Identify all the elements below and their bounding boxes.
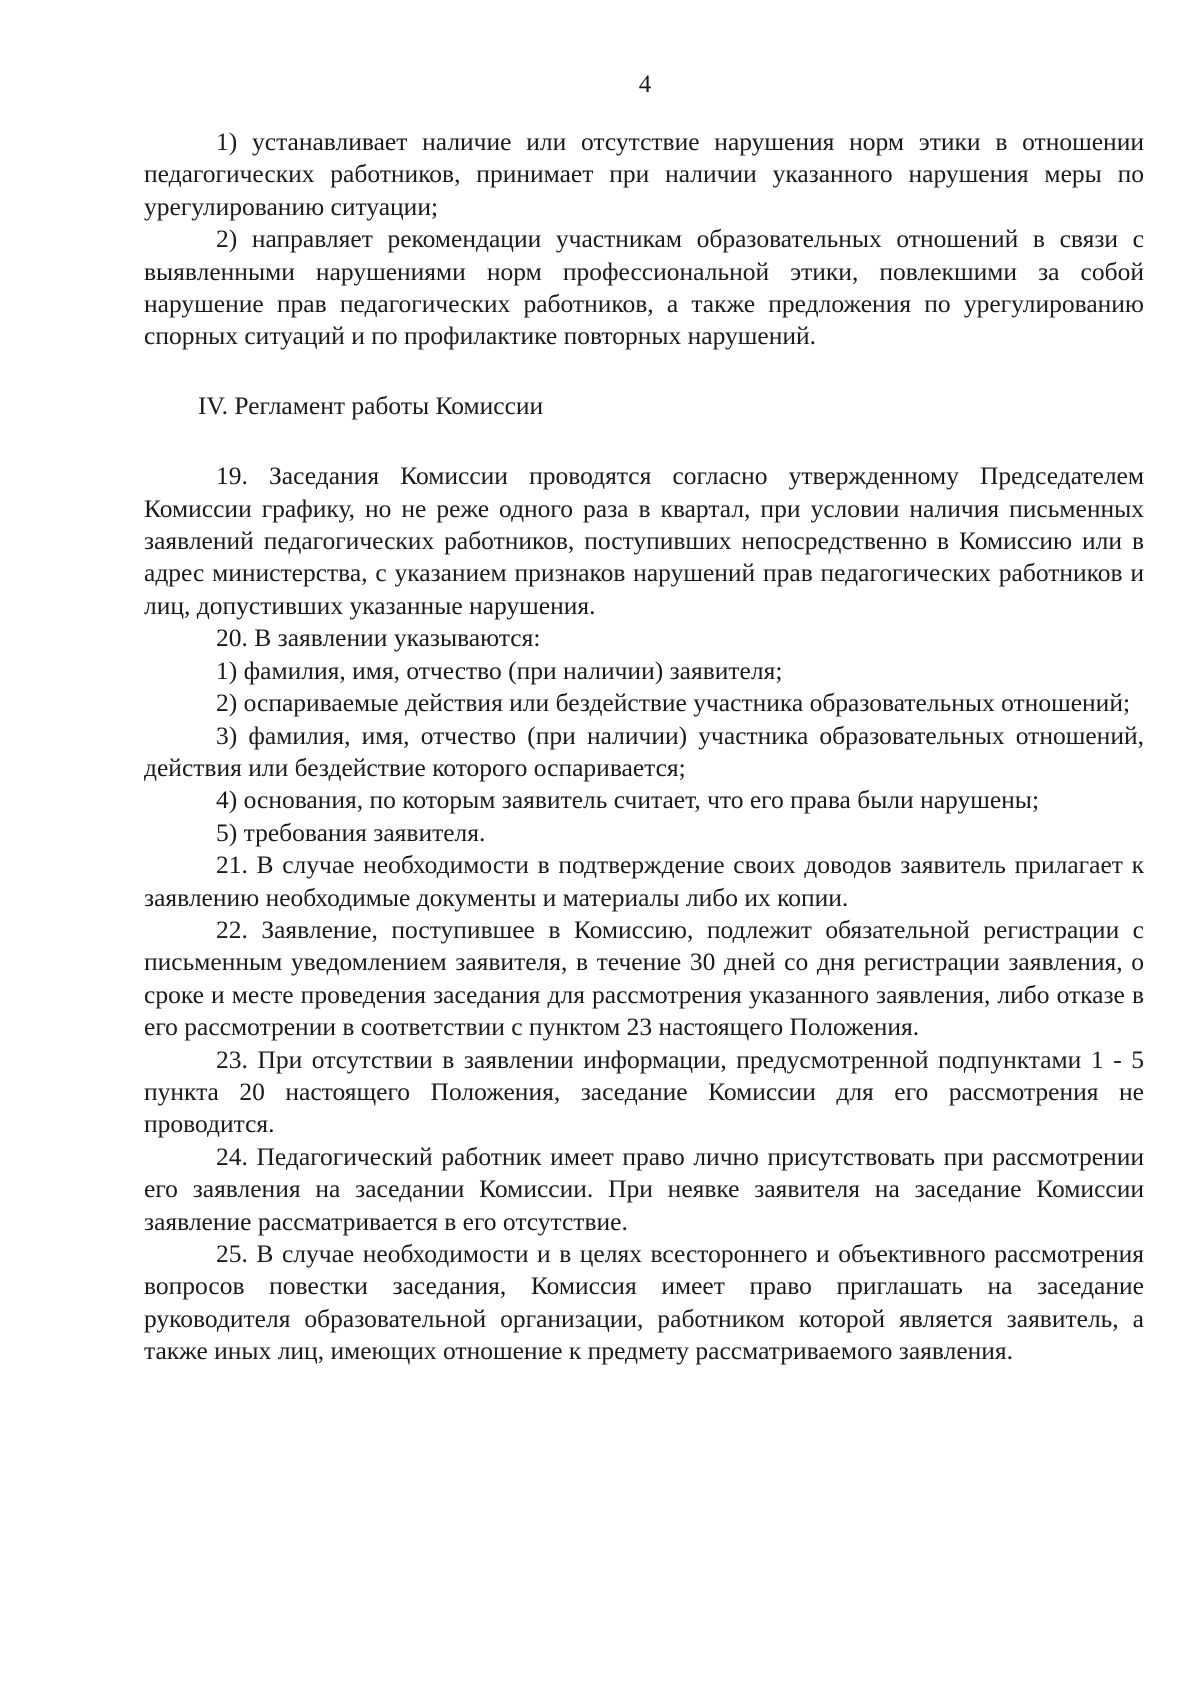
section-heading: IV. Регламент работы Комиссии [198,390,544,420]
paragraph: 25. В случае необходимости и в целях всестороннего и объективного рассмотрения вопросов повестки заседания, Комиссия имеет право приглашать на заседание руководителя образовательной организации, работником которой является заявитель, а также иных лиц, имеющих отношение к предмету рассматриваемого заявления. [144,1239,1144,1366]
list-item: 3) фамилия, имя, отчество (при наличии) участника образовательных отношений, действия или бездействие которого оспаривается; [144,720,1144,782]
page-number: 4 [638,71,652,98]
list-item: 5) требования заявителя. [216,817,486,847]
paragraph: 23. При отсутствии в заявлении информации, предусмотренной подпунктами 1 - 5 пункта 20 настоящего Положения, заседание Комиссии для его рассмотрения не проводится. [144,1044,1144,1139]
paragraph: 21. В случае необходимости в подтверждение своих доводов заявитель прилагает к заявлению необходимые документы и материалы либо их копии. [144,850,1144,912]
paragraph: 20. В заявлении указываются: [216,623,541,653]
paragraph: 1) устанавливает наличие или отсутствие нарушения норм этики в отношении педагогических работников, принимает при наличии указанного нарушения меры по урегулированию ситуации; [144,127,1144,221]
paragraph: 19. Заседания Комиссии проводятся согласно утвержденному Председателем Комиссии графику, но не реже одного раза в квартал, при условии наличия письменных заявлений педагогических работников, поступивших непосредственно в Комиссию или в адрес министерства, с указанием признаков нарушений прав педагогических работников и лиц, допустивших указанные нарушения. [144,461,1144,620]
paragraph: 2) направляет рекомендации участникам образовательных отношений в связи с выявленными нарушениями норм профессиональной этики, повлекшими за собой нарушение прав педагогических работников, а также предложения по урегулированию спорных ситуаций и по профилактике повторных нарушений. [144,224,1144,351]
paragraph: 24. Педагогический работник имеет право лично присутствовать при рассмотрении его заявления на заседании Комиссии. При неявке заявителя на заседание Комиссии заявление рассматривается в его отсутствие. [144,1141,1144,1236]
paragraph: 22. Заявление, поступившее в Комиссию, подлежит обязательной регистрации с письменным уведомлением заявителя, в течение 30 дней со дня регистрации заявления, о сроке и месте проведения заседания для рассмотрения указанного заявления, либо отказе в его рассмотрении в соответствии с пунктом 23 настоящего Положения. [144,914,1144,1042]
list-item: 4) основания, по которым заявитель считает, что его права были нарушены; [216,785,1040,815]
list-item: 2) оспариваемые действия или бездействие участника образовательных отношений; [216,688,1131,718]
list-item: 1) фамилия, имя, отчество (при наличии) заявителя; [216,655,783,685]
document-body [144,126,1144,1368]
